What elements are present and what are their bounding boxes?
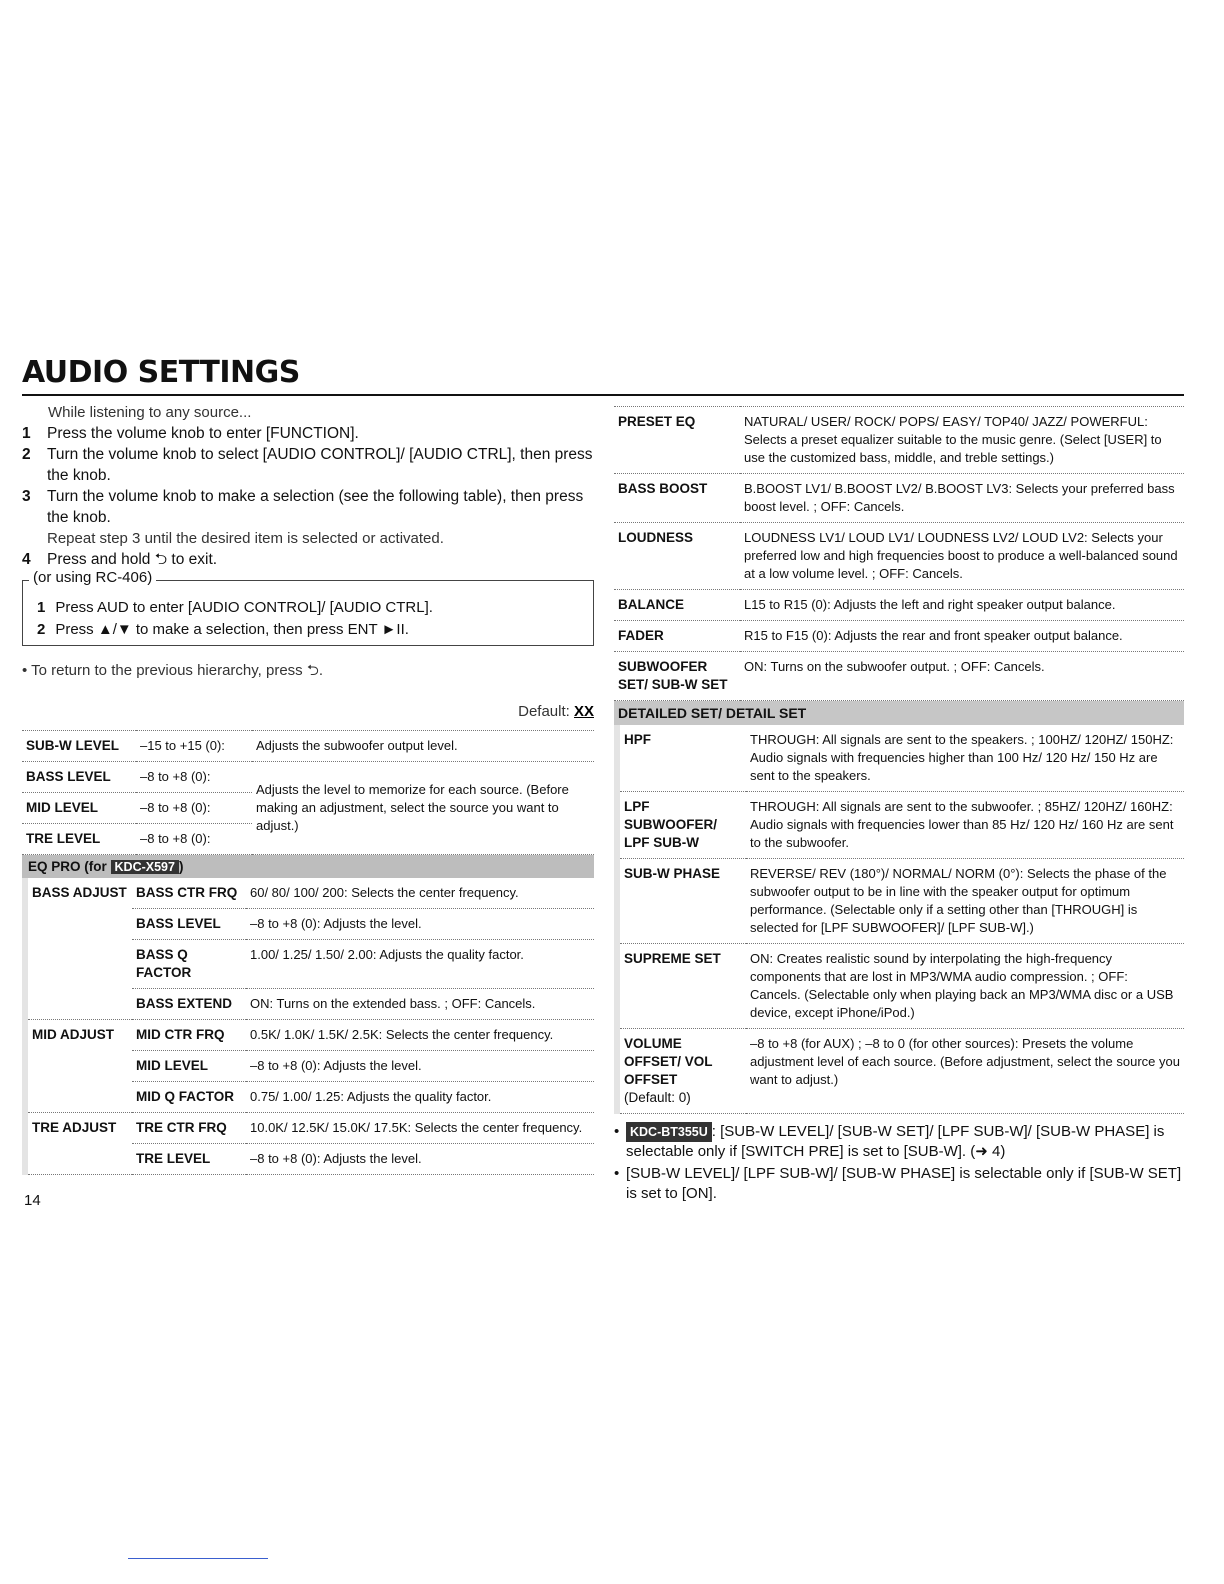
note-text: : [SUB-W LEVEL]/ [SUB-W SET]/ [LPF SUB-W]/ [SUB-W PHASE] is selectable only if [SWITCH PRE] is set to [SUB-W]. (➜ 4) — [626, 1123, 1165, 1160]
step-1 — [22, 423, 594, 444]
page-number: 14 — [24, 1192, 41, 1209]
row-key: BASS BOOST — [614, 474, 740, 523]
row-desc: Adjusts the subwoofer output level. — [252, 731, 594, 762]
row-desc: ON: Turns on the subwoofer output. ; OFF: Cancels. — [740, 652, 1184, 701]
row-key: PRESET EQ — [614, 407, 740, 474]
step-text: Turn the volume knob to make a selection (see the following table), then press the knob. — [47, 488, 584, 526]
step-4 — [22, 549, 594, 570]
row-key: SUPREME SET — [620, 944, 746, 1029]
row-desc: ON: Turns on the extended bass. ; OFF: Cancels. — [246, 989, 594, 1020]
settings-table — [614, 406, 1184, 701]
row-desc: 0.75/ 1.00/ 1.25: Adjusts the quality factor. — [246, 1082, 594, 1113]
left-column — [22, 404, 594, 1175]
eq-pro-label: EQ PRO (for — [28, 859, 111, 874]
row-key: LOUDNESS — [614, 523, 740, 590]
step-text: Press ▲/▼ to make a selection, then press ENT ►II. — [55, 621, 409, 638]
remote-step-2 — [37, 619, 581, 641]
note-item — [614, 1122, 1184, 1162]
row-key: MID CTR FRQ — [132, 1020, 246, 1051]
row-key: SUB-W PHASE — [620, 859, 746, 944]
row-desc: –8 to +8 (0): Adjusts the level. — [246, 909, 594, 940]
intro-text: While listening to any source... — [48, 404, 252, 421]
row-key: BASS Q FACTOR — [132, 940, 246, 989]
row-key-text: VOLUME OFFSET/ VOL OFFSET — [624, 1036, 713, 1087]
row-key: MID LEVEL — [22, 793, 136, 824]
detail-set-table — [614, 725, 1184, 1114]
default-value: XX — [573, 703, 594, 720]
row-range: –8 to +8 (0): — [136, 793, 252, 824]
footer-line — [128, 1558, 268, 1559]
note-item — [614, 1164, 1184, 1204]
step-number: 3 — [22, 488, 31, 505]
table-row — [614, 1029, 1184, 1114]
row-desc: ON: Creates realistic sound by interpolating the high-frequency components that are lost in MP3/WMA audio compression. ; OFF: Cancels. (Selectable only when playing back an MP3/WMA disc or a USB device, except iPhone/iPod.) — [746, 944, 1184, 1029]
row-key: MID Q FACTOR — [132, 1082, 246, 1113]
step-3 — [22, 486, 594, 549]
page-title: AUDIO SETTINGS — [22, 355, 300, 390]
step-number: 4 — [22, 551, 31, 568]
row-range: –15 to +15 (0): — [136, 731, 252, 762]
step-number: 1 — [37, 599, 46, 616]
group-name: MID ADJUST — [28, 1020, 132, 1113]
remote-label: (or using RC-406) — [29, 569, 156, 586]
row-key: LPF SUBWOOFER/ LPF SUB-W — [620, 792, 746, 859]
row-range: –8 to +8 (0): — [136, 824, 252, 855]
group-name: BASS ADJUST — [28, 878, 132, 1020]
table-row — [614, 792, 1184, 859]
row-key: BASS LEVEL — [132, 909, 246, 940]
row-key: BASS CTR FRQ — [132, 878, 246, 909]
step-number: 2 — [22, 446, 31, 463]
default-legend — [22, 703, 594, 720]
hierarchy-note: • To return to the previous hierarchy, press ⮌. — [22, 662, 324, 679]
row-key: FADER — [614, 621, 740, 652]
row-desc: R15 to F15 (0): Adjusts the rear and front speaker output balance. — [740, 621, 1184, 652]
table-row — [614, 523, 1184, 590]
row-desc: REVERSE/ REV (180°)/ NORMAL/ NORM (0°): Selects the phase of the subwoofer output to be in line with the speaker output for optimum performance. (Selectable only if a setting other than [THROUGH] is selected for [LPF SUBWOOFER]/ [LPF SUB-W].) — [746, 859, 1184, 944]
eq-pro-table — [22, 878, 594, 1175]
row-key: TRE LEVEL — [22, 824, 136, 855]
row-key: BASS LEVEL — [22, 762, 136, 793]
note-text: [SUB-W LEVEL]/ [LPF SUB-W]/ [SUB-W PHASE] is selectable only if [SUB-W SET] is set to [ON]. — [626, 1165, 1182, 1202]
row-key: TRE LEVEL — [132, 1144, 246, 1175]
row-desc: 10.0K/ 12.5K/ 15.0K/ 17.5K: Selects the center frequency. — [246, 1113, 594, 1144]
table-row — [614, 859, 1184, 944]
row-key — [620, 1029, 746, 1114]
row-desc: L15 to R15 (0): Adjusts the left and right speaker output balance. — [740, 590, 1184, 621]
row-desc: 0.5K/ 1.0K/ 1.5K/ 2.5K: Selects the center frequency. — [246, 1020, 594, 1051]
table-row — [614, 652, 1184, 701]
row-key: TRE CTR FRQ — [132, 1113, 246, 1144]
row-desc: Adjusts the level to memorize for each source. (Before making an adjustment, select the source you want to adjust.) — [252, 762, 594, 855]
row-desc: –8 to +8 (0): Adjusts the level. — [246, 1144, 594, 1175]
default-label: Default: — [518, 703, 574, 720]
step-text: Press the volume knob to enter [FUNCTION]. — [47, 425, 359, 442]
row-key: BASS EXTEND — [132, 989, 246, 1020]
step-extra: Repeat step 3 until the desired item is selected or activated. — [47, 530, 444, 547]
table-row — [614, 474, 1184, 523]
table-row — [614, 590, 1184, 621]
row-desc: THROUGH: All signals are sent to the subwoofer. ; 85HZ/ 120HZ/ 160HZ: Audio signals with frequencies lower than 85 Hz/ 120 Hz/ 160 Hz are sent to the subwoofer. — [746, 792, 1184, 859]
step-text: Press and hold ⮌ to exit. — [47, 551, 218, 568]
step-text: Turn the volume knob to select [AUDIO CONTROL]/ [AUDIO CTRL], then press the knob. — [47, 446, 593, 484]
row-desc: THROUGH: All signals are sent to the speakers. ; 100HZ/ 120HZ/ 150HZ: Audio signals with frequencies higher than 100 Hz/ 120 Hz/ 150 Hz are sent to the speakers. — [746, 725, 1184, 792]
table-row — [22, 878, 594, 909]
step-number: 2 — [37, 621, 46, 638]
row-range: –8 to +8 (0): — [136, 762, 252, 793]
row-desc: NATURAL/ USER/ ROCK/ POPS/ EASY/ TOP40/ JAZZ/ POWERFUL: Selects a preset equalizer suitable to the music genre. (Select [USER] to use the customized bass, middle, and treble settings.) — [740, 407, 1184, 474]
table-row — [22, 762, 594, 793]
table-row — [614, 944, 1184, 1029]
row-desc: 60/ 80/ 100/ 200: Selects the center frequency. — [246, 878, 594, 909]
title-rule — [22, 394, 1184, 396]
table-row — [22, 731, 594, 762]
row-key: SUBWOOFER SET/ SUB-W SET — [614, 652, 740, 701]
row-desc: B.BOOST LV1/ B.BOOST LV2/ B.BOOST LV3: Selects your preferred bass boost level. ; OFF: Cancels. — [740, 474, 1184, 523]
steps-list — [22, 423, 594, 570]
model-badge: KDC-BT355U — [626, 1122, 712, 1142]
remote-step-1 — [37, 597, 581, 619]
step-text: Press AUD to enter [AUDIO CONTROL]/ [AUDIO CTRL]. — [55, 599, 433, 616]
notes-list — [614, 1122, 1184, 1204]
detail-set-header: DETAILED SET/ DETAIL SET — [614, 701, 1184, 725]
model-badge: KDC-X597 — [111, 860, 179, 874]
table-row — [22, 1020, 594, 1051]
step-number: 1 — [22, 425, 31, 442]
row-desc: –8 to +8 (0): Adjusts the level. — [246, 1051, 594, 1082]
table-row — [614, 725, 1184, 792]
row-key: SUB-W LEVEL — [22, 731, 136, 762]
eq-pro-close: ) — [178, 859, 184, 874]
level-table — [22, 730, 594, 855]
row-desc: 1.00/ 1.25/ 1.50/ 2.00: Adjusts the quality factor. — [246, 940, 594, 989]
row-key: MID LEVEL — [132, 1051, 246, 1082]
remote-box — [22, 569, 594, 646]
row-desc: –8 to +8 (for AUX) ; –8 to 0 (for other sources): Presets the volume adjustment level of each source. (Before adjustment, select the source you want to adjust.) — [746, 1029, 1184, 1114]
table-row — [22, 1113, 594, 1144]
table-row — [614, 407, 1184, 474]
note-text: To return to the previous hierarchy, press ⮌. — [31, 662, 324, 679]
eq-pro-header — [22, 855, 594, 878]
group-name: TRE ADJUST — [28, 1113, 132, 1175]
right-column — [614, 406, 1184, 1206]
table-row — [614, 621, 1184, 652]
row-default: (Default: 0) — [624, 1090, 691, 1105]
step-2 — [22, 444, 594, 486]
row-desc: LOUDNESS LV1/ LOUD LV1/ LOUDNESS LV2/ LOUD LV2: Selects your preferred low and high frequencies boost to produce a well-balanced sound at a low volume level. ; OFF: Cancels. — [740, 523, 1184, 590]
row-key: BALANCE — [614, 590, 740, 621]
row-key: HPF — [620, 725, 746, 792]
